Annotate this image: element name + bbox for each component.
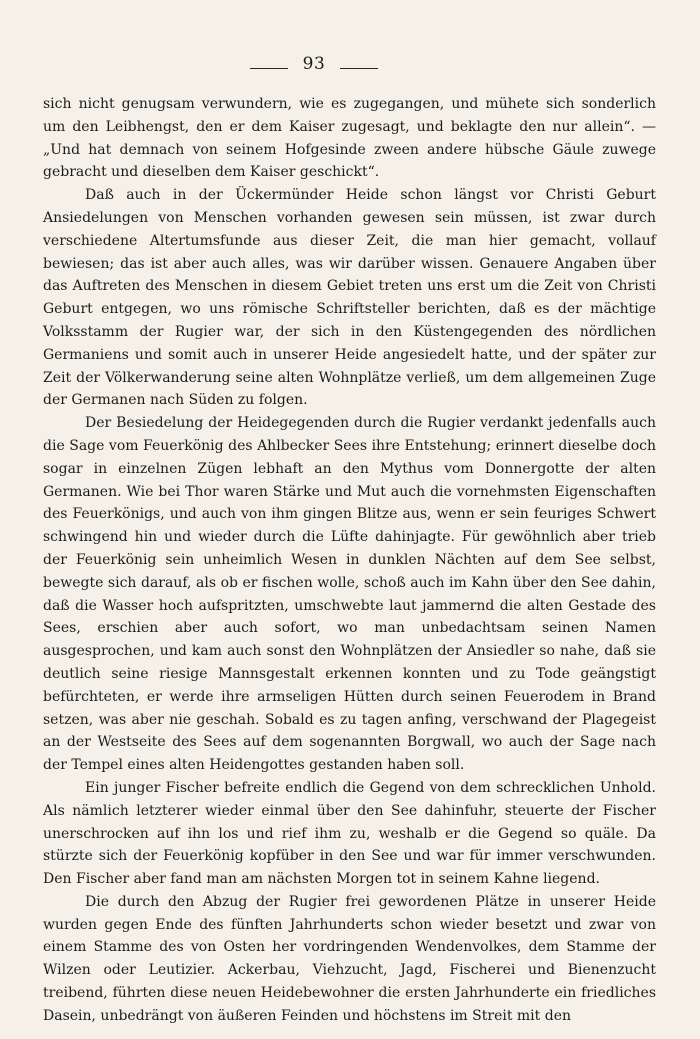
body-text [43,93,656,1028]
page-number: 93 [302,54,326,74]
paragraph-settlement: Daß auch in der Ückermünder Heide schon längst vor Christi Geburt Ansiedelungen von Menschen vorhanden gewesen sein müssen, ist zwar durch verschiedene Altertumsfunde aus dieser Zeit, die man hier gemacht, vollauf bewiesen; das ist aber auch alles, was wir darüber wissen. Genauere Angaben über das Auftreten des Menschen in diesem Gebiet treten uns erst um die Zeit von Christi Geburt entgegen, wo uns römische Schriftsteller berichten, daß es der mächtige Volksstamm der Rugier war, der sich in den Küstengegenden des nördlichen Germaniens und somit auch in unserer Heide angesiedelt hatte, und der später zur Zeit der Völkerwanderung seine alten Wohnplätze verließ, um dem allgemeinen Zuge der Germanen nach Süden zu folgen. [43,187,656,409]
paragraph-fire-king-legend: Der Besiedelung der Heidegegenden durch die Rugier verdankt jedenfalls auch die Sage vom Feuerkönig des Ahlbecker Sees ihre Entstehung; erinnert dieselbe doch sogar in einzelnen Zügen lebhaft an den Mythus vom Donnergotte der alten Germanen. Wie bei Thor waren Stärke und Mut auch die vornehmsten Eigenschaften des Feuerkönigs, und auch von ihm gingen Blitze aus, wenn er sein feuriges Schwert schwingend hin und wieder durch die Lüfte dahinjagte. Für gewöhnlich aber trieb der Feuerkönig sein unheimlich Wesen in dunklen Nächten auf dem See selbst, bewegte sich darauf, als ob er fischen wolle, schoß auch im Kahn über den See dahin, daß die Wasser hoch aufspritzten, umschwebte laut jammernd die alten Gestade des Sees, erschien aber auch sofort, wo man unbedachtsam seinen Namen ausgesprochen, und kam auch sonst den Wohnplätzen der Ansiedler so nahe, daß sie deutlich seine riesige Mannsgestalt erkennen konnten und zu Tode geängstigt befürchteten, er werde ihre armseligen Hütten durch seinen Feuerodem in Brand setzen, was aber nie geschah. Sobald es zu tagen anfing, verschwand der Plagegeist an der Westseite des Sees auf dem sogenannten Borgwall, wo auch der Sage nach der Tempel eines alten Heidengottes gestanden haben soll. [43,415,656,774]
paragraph-wends: Die durch den Abzug der Rugier frei gewordenen Plätze in unserer Heide wurden gegen Ende des fünften Jahrhunderts schon wieder besetzt und zwar von einem Stamme des von Osten her vordringenden Wendenvolkes, dem Stamme der Wilzen oder Leutizier. Ackerbau, Viehzucht, Jagd, Fischerei und Bienenzucht treibend, führten diese neuen Heidebewohner die ersten Jahrhunderte ein friedliches Dasein, unbedrängt von äußeren Feinden und höchstens im Streit mit den [43,893,656,1024]
header-rule-right [340,68,378,69]
page-header [0,54,700,82]
header-rule-left [250,68,288,69]
paragraph-continuation: sich nicht genugsam verwundern, wie es zugegangen, und mühete sich sonderlich um den Leibhengst, den er dem Kaiser zugesagt, und beklagte den nur allein“. — „Und hat demnach von seinem Hofgesinde zween andere hübsche Gäule zuwege gebracht und dieselben dem Kaiser geschickt“. [43,96,656,181]
paragraph-fisherman: Ein junger Fischer befreite endlich die Gegend von dem schrecklichen Unhold. Als nämlich letzterer wieder einmal über den See dahinfuhr, steuerte der Fischer unerschrocken auf ihn los und rief ihm zu, weshalb er die Gegend so quäle. Da stürzte sich der Feuerkönig kopfüber in den See und war für immer verschwunden. Den Fischer aber fand man am nächsten Morgen tot in seinem Kahne liegend. [43,779,656,888]
